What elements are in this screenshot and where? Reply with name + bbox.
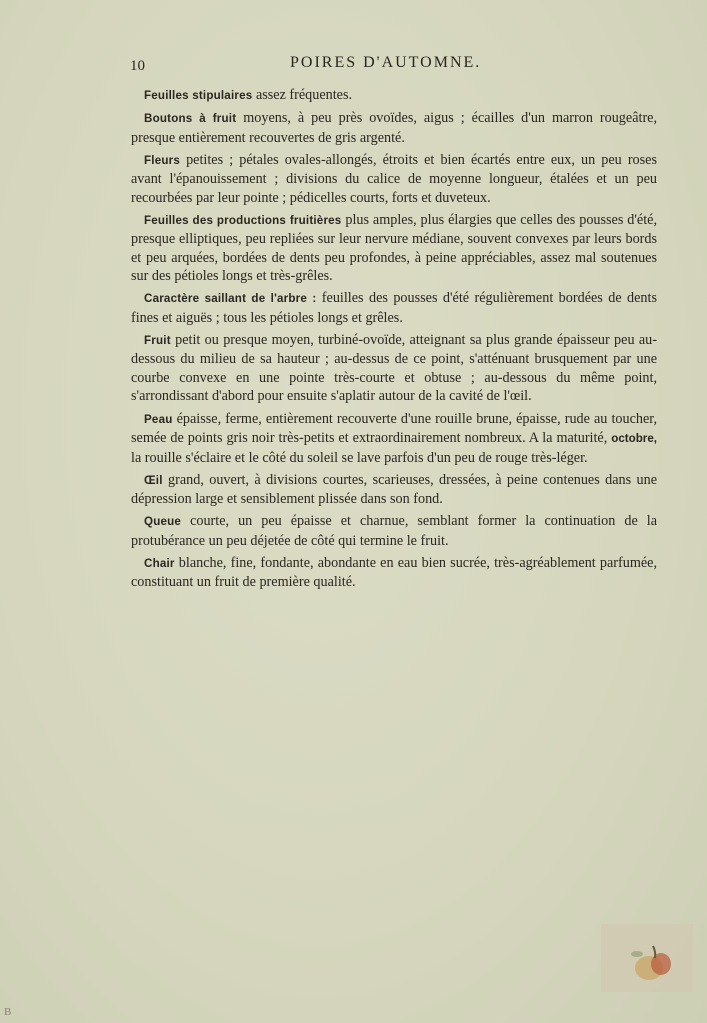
corner-mark: B <box>4 1006 12 1018</box>
page-number: 10 <box>130 58 145 74</box>
term-label: Fruit <box>144 333 171 347</box>
running-head <box>130 52 630 76</box>
paragraph-oeil <box>131 471 657 509</box>
paragraph-text: grand, ouvert, à divisions courtes, scarieuses, dressées, à peine contenues dans une dépression large et sensiblement plissée dans son fond. <box>131 471 657 508</box>
paragraph-text: assez fréquentes. <box>252 87 353 103</box>
term-label: Feuilles stipulaires <box>144 89 253 102</box>
paragraph-text: feuilles des pousses d'été régulièrement bordées de dents fines et aiguës ; tous les pétioles longs et grêles. <box>131 290 657 326</box>
paragraph-text: moyens, à peu près ovoïdes, aigus ; écailles d'un marron rougeâtre, presque entièrement recouvertes de gris argenté. <box>131 110 658 146</box>
paragraph-fleurs <box>131 151 657 208</box>
paragraph-text: petit ou presque moyen, turbiné-ovoïde, atteignant sa plus grande épaisseur peu au-dessous du milieu de sa hauteur ; au-dessus de ce point, s'atténuant brusquement par une courbe convexe en une pointe très-courte et obtuse ; au-dessous du même point, s'arrondissant d'abord pour ensuite s'aplatir autour de la cavité de l'œil. <box>131 331 657 405</box>
paragraph-text: épaisse, ferme, entièrement recouverte d'une rouille brune, épaisse, rude au toucher, semée de points gris noir très-petits et extraordinairement nombreux. A la maturité, <box>131 410 657 447</box>
paragraph-text: courte, un peu épaisse et charnue, semblant former la continuation de la protubérance un peu déjetée de côté qui termine le fruit. <box>131 513 657 549</box>
paragraph-caractere-saillant <box>131 289 657 327</box>
paragraph-text: petites ; pétales ovales-allongés, étroits et bien écartés entre eux, un peu roses avant l'épanouissement ; divisions du calice de moyenne longueur, étalées et un peu recourbées par leur pointe ; pédicelles courts, forts et duveteux. <box>131 151 657 206</box>
paragraph-feuilles-stipulaires <box>131 86 657 106</box>
paragraph-feuilles-productions-fruitieres <box>131 211 657 286</box>
term-label: Queue <box>144 515 182 529</box>
page-title: POIRES D'AUTOMNE. <box>290 54 482 71</box>
paragraph-text: la rouille s'éclaire et le côté du soleil se lave parfois d'un peu de rouge très-léger. <box>131 449 588 466</box>
term-label: Peau <box>144 412 173 426</box>
paragraph-boutons-a-fruit <box>131 109 657 147</box>
paragraph-queue <box>131 512 657 550</box>
paragraph-fruit <box>131 331 657 406</box>
paragraph-text: blanche, fine, fondante, abondante en eau bien sucrée, très-agréablement parfumée, constituant un fruit de première qualité. <box>131 554 657 591</box>
pear-illustration-icon <box>601 924 693 992</box>
term-label: Feuilles des productions fruitières <box>144 213 342 227</box>
term-label: Fleurs <box>144 153 180 167</box>
paragraph-text: plus amples, plus élargies que celles des pousses d'été, presque elliptiques, peu repliées sur leur nervure médiane, souvent convexes par leurs bords et peu arquées, bordées de dents peu profondes, à peine appréciables, assez mal soutenues sur des pétioles longs et très-grêles. <box>131 211 658 285</box>
term-label: Caractère saillant de l'arbre : <box>144 292 317 306</box>
term-label: Œil <box>144 473 163 487</box>
month-emphasis: octobre, <box>611 432 657 446</box>
paragraph-chair <box>131 554 657 592</box>
body-text <box>131 86 657 595</box>
term-label: Boutons à fruit <box>144 112 237 126</box>
term-label: Chair <box>144 556 175 570</box>
library-stamp-icon <box>601 924 693 992</box>
paragraph-peau <box>131 410 657 468</box>
